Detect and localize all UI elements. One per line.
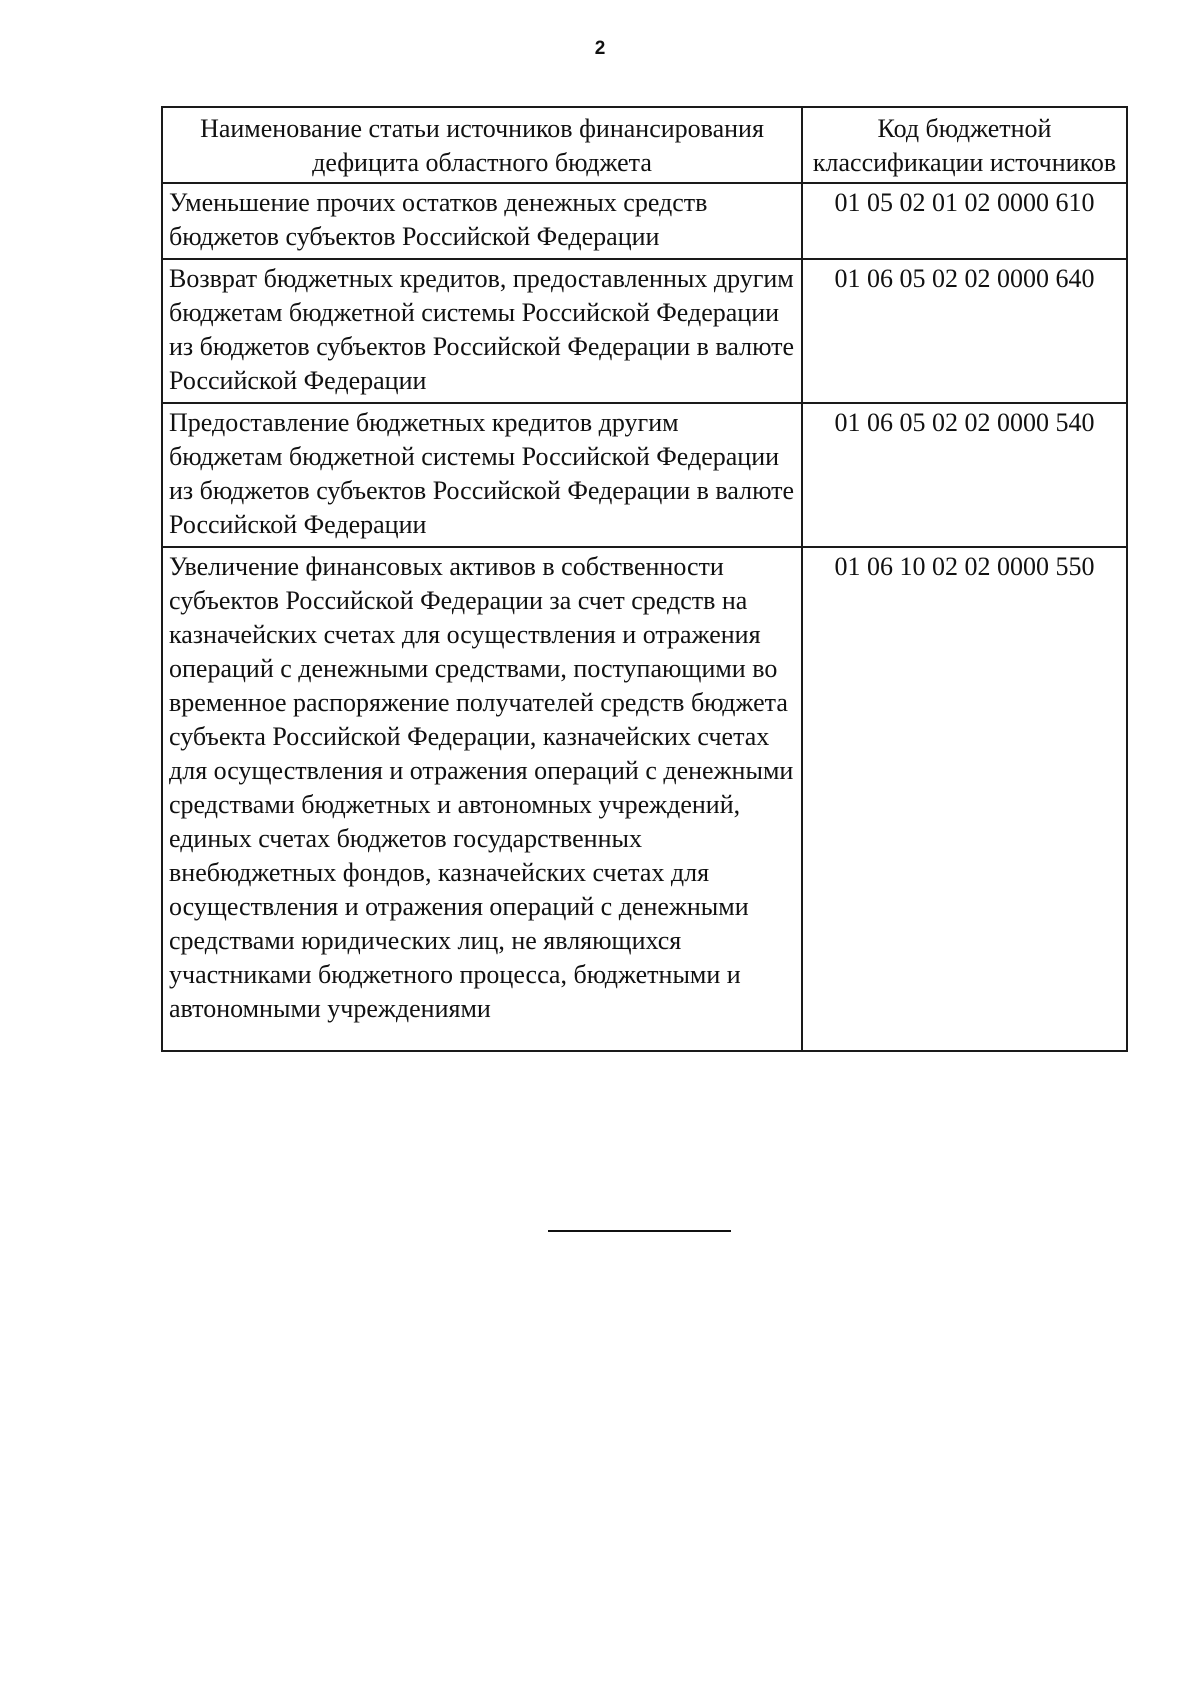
table-row [162, 259, 1127, 403]
table-row [162, 547, 1127, 1051]
source-name-cell: Уменьшение прочих остатков денежных средств бюджетов субъектов Российской Федерации [162, 183, 802, 259]
table-row [162, 183, 1127, 259]
column-header-code: Код бюджетной классификации источников [802, 107, 1127, 183]
column-header-name: Наименование статьи источников финансирования дефицита областного бюджета [162, 107, 802, 183]
table-header-row [162, 107, 1127, 183]
classification-code-cell: 01 06 05 02 02 0000 640 [802, 259, 1127, 403]
source-name-cell: Предоставление бюджетных кредитов другим бюджетам бюджетной системы Российской Федерации из бюджетов субъектов Российской Федерации в валюте Российской Федерации [162, 403, 802, 547]
closing-divider-line [548, 1230, 731, 1232]
budget-sources-table [161, 106, 1128, 1052]
source-name-cell: Возврат бюджетных кредитов, предоставленных другим бюджетам бюджетной системы Российской Федерации из бюджетов субъектов Российской Федерации в валюте Российской Федерации [162, 259, 802, 403]
classification-code-cell: 01 05 02 01 02 0000 610 [802, 183, 1127, 259]
table-row [162, 403, 1127, 547]
classification-code-cell: 01 06 10 02 02 0000 550 [802, 547, 1127, 1051]
page-number: 2 [594, 38, 606, 59]
classification-code-cell: 01 06 05 02 02 0000 540 [802, 403, 1127, 547]
source-name-cell: Увеличение финансовых активов в собственности субъектов Российской Федерации за счет средств на казначейских счетах для осуществления и отражения операций с денежными средствами, поступающими во временное распоряжение получателей средств бюджета субъекта Российской Федерации, казначейских счетах для осуществления и отражения операций с денежными средствами бюджетных и автономных учреждений, единых счетах бюджетов государственных внебюджетных фондов, казначейских счетах для осуществления и отражения операций с денежными средствами юридических лиц, не являющихся участниками бюджетного процесса, бюджетными и автономными учреждениями [162, 547, 802, 1051]
